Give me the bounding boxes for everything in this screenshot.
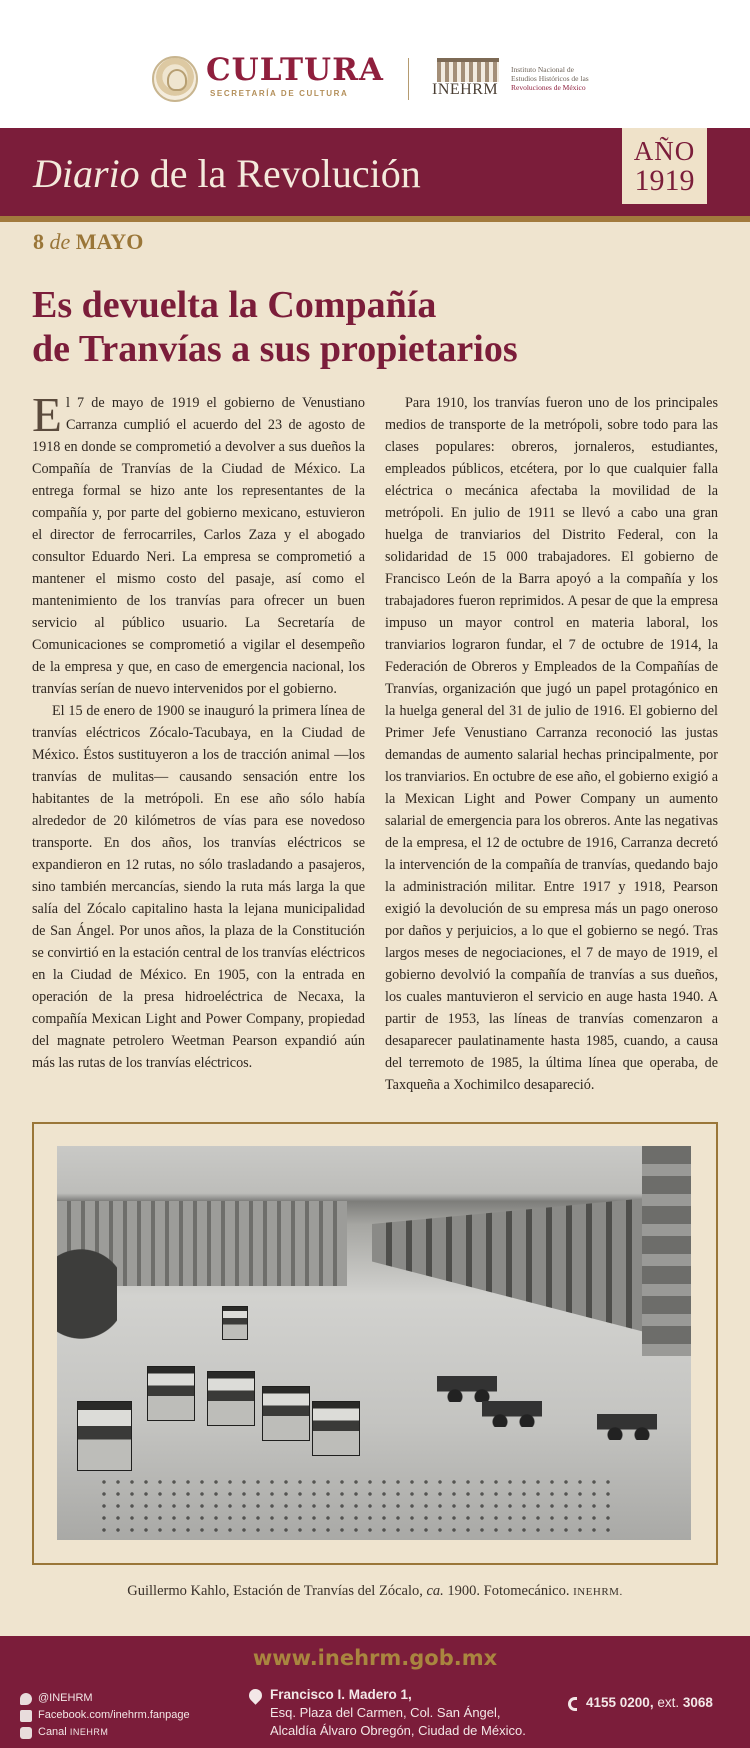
- facebook-link[interactable]: [20, 1707, 190, 1724]
- address: [270, 1686, 526, 1740]
- headline-line-1: Es devuelta la Compañía: [32, 284, 437, 326]
- article-paragraph-1: [32, 387, 365, 700]
- series-title-italic: Diario: [33, 151, 140, 196]
- year-label: AÑO: [633, 136, 696, 166]
- location-pin-icon: [246, 1686, 264, 1704]
- inehrm-building-icon: [437, 58, 499, 82]
- website-link[interactable]: www.inehrm.gob.mx: [252, 1646, 498, 1670]
- mexico-seal-icon: [152, 56, 198, 102]
- facebook-url: Facebook.com/inehrm.fanpage: [38, 1709, 190, 1721]
- social-links: [20, 1690, 190, 1741]
- series-title-rest: de la Revolución: [149, 151, 421, 196]
- article-column-right: [385, 392, 718, 1096]
- paragraph-1-text: l 7 de mayo de 1919 el gobierno de Venustiano Carranza cumplió el acuerdo del 23 de agosto de 1918 en donde se comprometió a devolver a sus dueños la Compañía de Tranvías de la Ciudad de México. La entrega formal se hizo ante los representantes de la compañía y, por parte del gobierno mexicano, estuvieron el director de ferrocarriles, Carlos Zaza y el abogado consultor Eduardo Neri. La empresa se comprometió a mantener el mismo costo del pasaje, así como el mantenimiento de los tranvías para ofrecer un buen servicio al público usuario. La Secretaría de Comunicaciones se comprometió a vigilar el desempeño de la empresa y que, en caso de emergencia nacional, los tranvías serían de nuevo intervenidos por el gobierno.: [32, 395, 365, 697]
- article-paragraph-2: El 15 de enero de 1900 se inauguró la primera línea de tranvías eléctricos Zócalo-Tacubaya, en la Ciudad de México. Éstos sustituyeron a los de tracción animal —los tranvías de mulitas— causando sensación entre los habitantes de la metrópoli. En ese año sólo había alrededor de 20 kilómetros de vías para ese novedoso transporte. En dos años, los tranvías eléctricos se expandieron en 12 rutas, no sólo trasladando a pasajeros, sino también mercancías, siendo la ruta más larga la que salía del Zócalo capitalino hasta la lejana municipalidad de San Ángel. Por unos años, la plaza de la Constitución se convirtió en la estación central de los tranvías eléctricos en la Ciudad de México. En 1905, con la entrada en operación de la presa hidroeléctrica de Necaxa, la compañía Mexican Light and Power Company, propiedad del magnate petrolero Weetman Pearson expandió aún más las rutas de los tranvías eléctricos.: [32, 703, 365, 1071]
- inehrm-line-3: Revoluciones de México: [511, 83, 586, 92]
- photo-tram: [147, 1366, 195, 1421]
- twitter-icon: [20, 1693, 32, 1705]
- facebook-icon: [20, 1710, 32, 1722]
- article-headline: [32, 283, 712, 371]
- cultura-logo-title: CULTURA: [206, 52, 384, 88]
- photo-tram: [262, 1386, 310, 1441]
- inehrm-logo-text: INEHRM: [432, 81, 499, 98]
- phone[interactable]: [586, 1695, 713, 1710]
- phone-icon: [568, 1697, 577, 1711]
- photo-tower: [642, 1146, 691, 1356]
- caption-rest: 1900. Fotomecánico.: [447, 1583, 570, 1599]
- youtube-icon: [20, 1727, 32, 1739]
- phone-ext: 3068: [682, 1695, 713, 1710]
- twitter-link[interactable]: [20, 1690, 190, 1707]
- address-line-3: Alcaldía Álvaro Obregón, Ciudad de México.: [270, 1723, 526, 1738]
- address-line-2: Esq. Plaza del Carmen, Col. San Ángel,: [270, 1705, 501, 1720]
- phone-ext-label: ext.: [657, 1695, 680, 1710]
- caption-ca: ca.: [426, 1583, 444, 1599]
- address-street: Francisco I. Madero 1,: [270, 1687, 412, 1702]
- gold-rule: [0, 216, 750, 222]
- article-paragraph-3: Para 1910, los tranvías fueron uno de los principales medios de transporte de la metrópoli, sobre todo para las clases populares: obreros, jornaleros, estudiantes, empleados públicos, etcétera, por lo que cualquier falla eléctrica o mecánica afectaba la movilidad de la metrópoli. En julio de 1911 se llevó a cabo una gran huelga de tranviarios del Distrito Federal, con la solidaridad de 15 000 trabajadores. El gobierno de Francisco León de la Barra apoyó a la compañía y los trabajadores fueron reprimidos. A pesar de que la empresa impuso un mayor control en materia laboral, los tranviarios lograron fundar, el 7 de octubre de 1914, la Federación de Obreros y Empleados de la Compañías de Tranvías, organización que jugó un papel protagónico en la huelga general del 31 de julio de 1916. El gobierno del Primer Jefe Venustiano Carranza reconoció las justas demandas de aumento salarial hechas principalmente, por los tranviarios. En octubre de ese año, el gobierno exigió a la Mexican Light and Power Company un aumento salarial de emergencia para los obreros. Ante las negativas de la empresa, el 12 de octubre de 1916, Carranza decretó la intervención de la compañía de tranvías, quedando bajo la administración militar. Entre 1917 y 1918, Pearson exigió la devolución de su empresa más un pago oneroso por daños y perjuicios, a lo que el gobierno se negó. Tras largos meses de negociaciones, el 7 de mayo de 1919, el gobierno devolvió la compañía de tranvías a sus dueños, los cuales mantuvieron el servicio en auge hasta 1940. A partir de 1953, las líneas de tranvías comenzaron a desaparecer paulatinamente hasta 1985, cuando, a causa del terremoto de 1985, la última línea que operaba, de Taxqueña a Xochimilco desapareció.: [385, 395, 718, 1093]
- series-title: [33, 150, 421, 197]
- photo-carriage: [437, 1376, 497, 1402]
- date-de: de: [49, 229, 71, 254]
- date-month: MAYO: [75, 229, 144, 254]
- photo-trees: [57, 1246, 117, 1366]
- inehrm-line-2: Estudios Históricos de las: [511, 74, 589, 83]
- footer: [0, 1636, 750, 1748]
- photo-tram: [312, 1401, 360, 1456]
- twitter-handle: @INEHRM: [38, 1692, 93, 1704]
- photo-tram: [222, 1306, 248, 1340]
- article-column-left: [32, 387, 365, 1074]
- photo-carriage: [597, 1414, 657, 1440]
- photo-caption: [0, 1583, 750, 1600]
- drop-cap: E: [32, 387, 62, 442]
- year-value: 1919: [634, 164, 695, 197]
- date-line: [33, 229, 143, 255]
- inehrm-line-1: Instituto Nacional de: [511, 65, 574, 74]
- inehrm-description: [511, 65, 631, 92]
- headline-line-2: de Tranvías a sus propietarios: [32, 328, 518, 370]
- top-header: [0, 0, 750, 128]
- historic-photo-tram-station: [57, 1146, 691, 1540]
- photo-tram: [77, 1401, 132, 1471]
- photo-crowd: [97, 1476, 617, 1540]
- youtube-prefix: Canal: [38, 1726, 67, 1738]
- youtube-link[interactable]: [20, 1724, 190, 1741]
- caption-author: Guillermo Kahlo, Estación de Tranvías del Zócalo,: [127, 1583, 423, 1599]
- date-day: 8: [33, 229, 44, 254]
- year-box: [622, 128, 707, 204]
- phone-number: 4155 0200,: [586, 1695, 654, 1710]
- caption-credit: INEHRM.: [573, 1586, 623, 1598]
- youtube-name: INEHRM: [69, 1727, 109, 1737]
- photo-tram: [207, 1371, 255, 1426]
- header-divider: [408, 58, 409, 100]
- cultura-logo-subtitle: SECRETARÍA DE CULTURA: [210, 89, 349, 98]
- photo-carriage: [482, 1401, 542, 1427]
